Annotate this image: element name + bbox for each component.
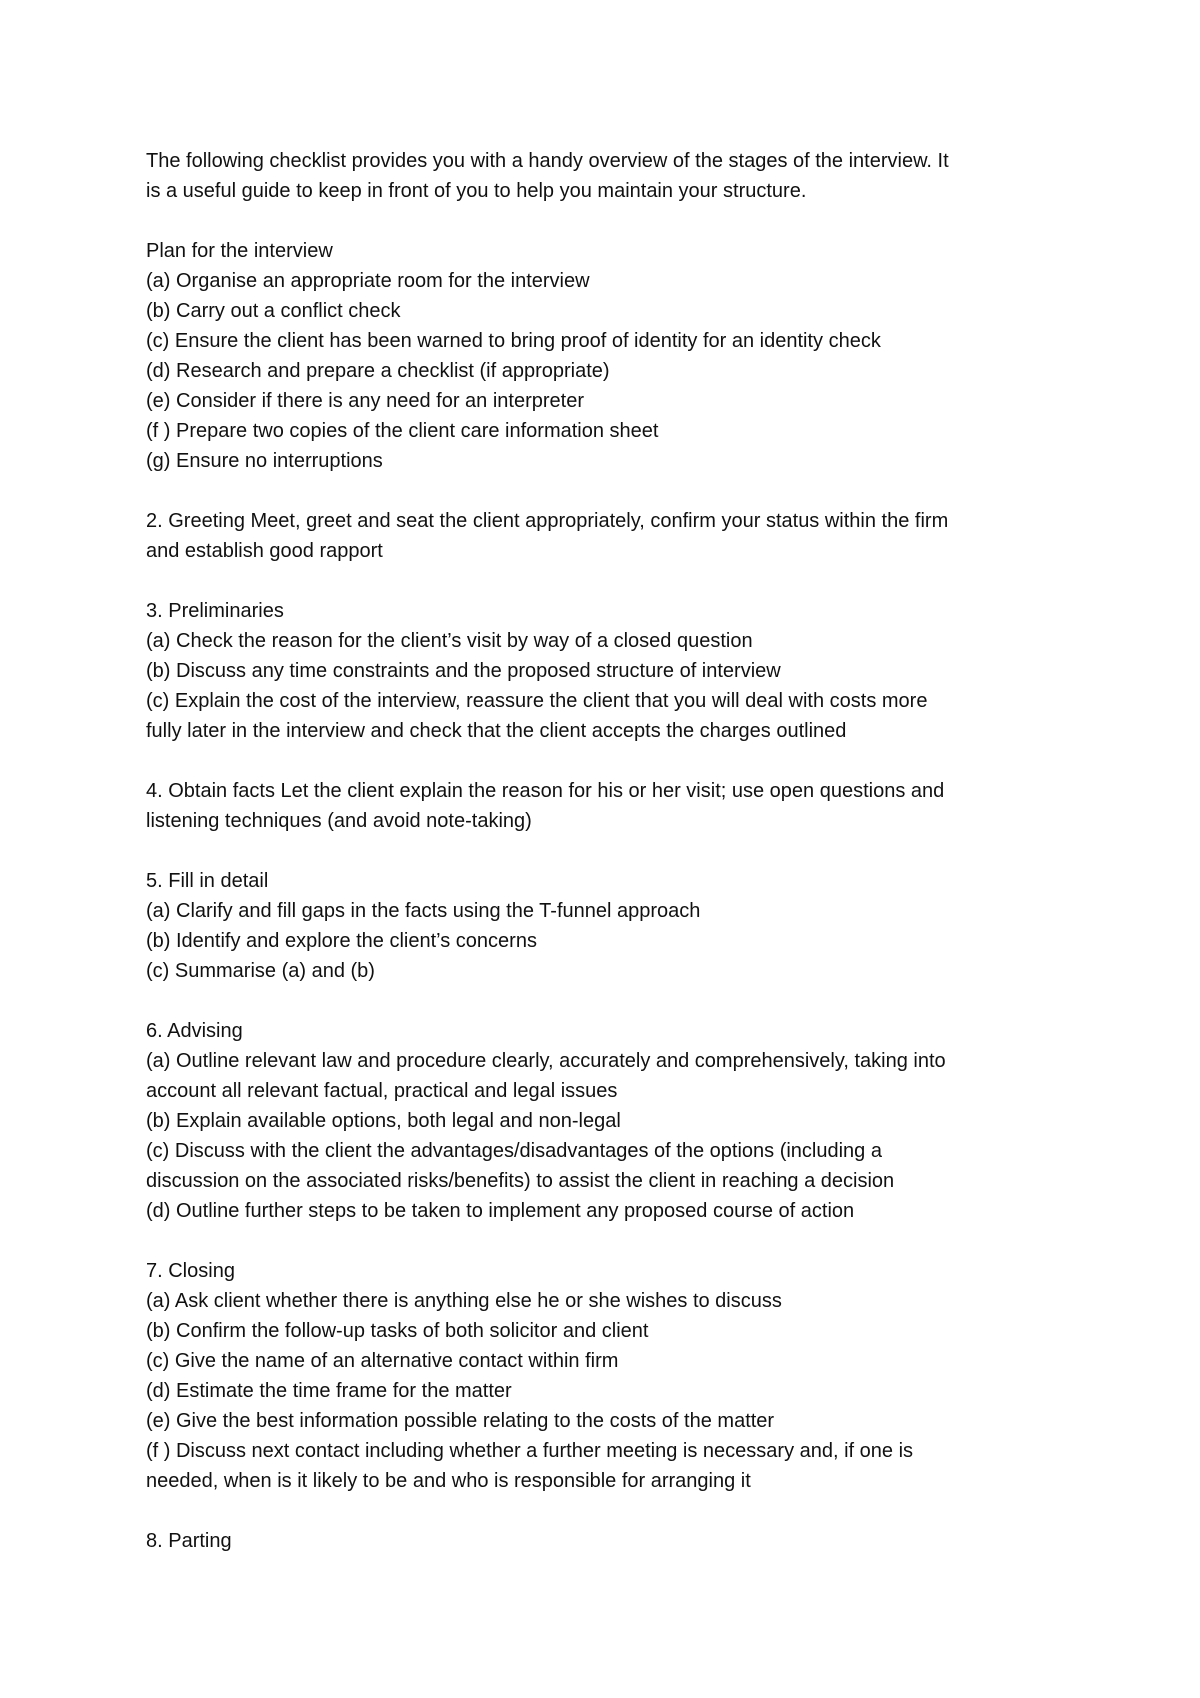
- section-parting: [146, 1526, 1076, 1556]
- checklist-item: (c) Explain the cost of the interview, reassure the client that you will deal with costs more: [146, 690, 928, 712]
- section-preliminaries: [146, 596, 1076, 746]
- checklist-item: (b) Carry out a conflict check: [146, 300, 401, 322]
- checklist-item: (e) Consider if there is any need for an interpreter: [146, 390, 584, 412]
- section-closing: [146, 1256, 1076, 1496]
- section-fill-in-detail: [146, 866, 1076, 986]
- checklist-item: (c) Summarise (a) and (b): [146, 960, 375, 982]
- checklist-item: (c) Ensure the client has been warned to bring proof of identity for an identity check: [146, 330, 881, 352]
- section-heading: 7. Closing: [146, 1260, 235, 1282]
- section-advising: [146, 1016, 1076, 1226]
- section-text: listening techniques (and avoid note-taking): [146, 810, 532, 832]
- checklist-item: fully later in the interview and check that the client accepts the charges outlined: [146, 720, 847, 742]
- section-obtain-facts: [146, 776, 1076, 836]
- checklist-item: discussion on the associated risks/benefits) to assist the client in reaching a decision: [146, 1170, 895, 1192]
- section-text: and establish good rapport: [146, 540, 383, 562]
- checklist-item: (b) Explain available options, both legal and non-legal: [146, 1110, 621, 1132]
- checklist-item: (c) Discuss with the client the advantages/disadvantages of the options (including a: [146, 1140, 882, 1162]
- section-heading: 2. Greeting Meet, greet and seat the client appropriately, confirm your status within the firm: [146, 510, 949, 532]
- checklist-item: (b) Discuss any time constraints and the proposed structure of interview: [146, 660, 781, 682]
- checklist-item: (e) Give the best information possible relating to the costs of the matter: [146, 1410, 775, 1432]
- checklist-item: account all relevant factual, practical and legal issues: [146, 1080, 618, 1102]
- section-heading: 6. Advising: [146, 1020, 243, 1042]
- checklist-item: (d) Outline further steps to be taken to implement any proposed course of action: [146, 1200, 855, 1222]
- checklist-item: (f ) Prepare two copies of the client care information sheet: [146, 420, 659, 442]
- checklist-item: (c) Give the name of an alternative contact within firm: [146, 1350, 619, 1372]
- intro-line: The following checklist provides you with a handy overview of the stages of the interview. It: [146, 150, 949, 172]
- checklist-item: (f ) Discuss next contact including whether a further meeting is necessary and, if one is: [146, 1440, 914, 1462]
- checklist-item: (a) Clarify and fill gaps in the facts using the T-funnel approach: [146, 900, 701, 922]
- checklist-item: (g) Ensure no interruptions: [146, 450, 383, 472]
- checklist-item: (d) Research and prepare a checklist (if appropriate): [146, 360, 610, 382]
- section-heading: 8. Parting: [146, 1530, 232, 1552]
- document-body: [146, 146, 1076, 1586]
- checklist-item: (b) Confirm the follow-up tasks of both solicitor and client: [146, 1320, 649, 1342]
- section-heading: Plan for the interview: [146, 240, 333, 262]
- checklist-item: (a) Check the reason for the client’s visit by way of a closed question: [146, 630, 753, 652]
- checklist-item: (a) Outline relevant law and procedure clearly, accurately and comprehensively, taking into: [146, 1050, 946, 1072]
- section-heading: 4. Obtain facts Let the client explain the reason for his or her visit; use open questions and: [146, 780, 945, 802]
- checklist-item: (a) Organise an appropriate room for the interview: [146, 270, 590, 292]
- section-heading: 3. Preliminaries: [146, 600, 284, 622]
- checklist-item: (a) Ask client whether there is anything else he or she wishes to discuss: [146, 1290, 782, 1312]
- section-heading: 5. Fill in detail: [146, 870, 269, 892]
- checklist-item: needed, when is it likely to be and who is responsible for arranging it: [146, 1470, 751, 1492]
- intro-line: is a useful guide to keep in front of you to help you maintain your structure.: [146, 180, 807, 202]
- intro-paragraph: [146, 146, 1076, 206]
- checklist-item: (d) Estimate the time frame for the matter: [146, 1380, 512, 1402]
- checklist-item: (b) Identify and explore the client’s concerns: [146, 930, 537, 952]
- section-plan: [146, 236, 1076, 476]
- section-greeting: [146, 506, 1076, 566]
